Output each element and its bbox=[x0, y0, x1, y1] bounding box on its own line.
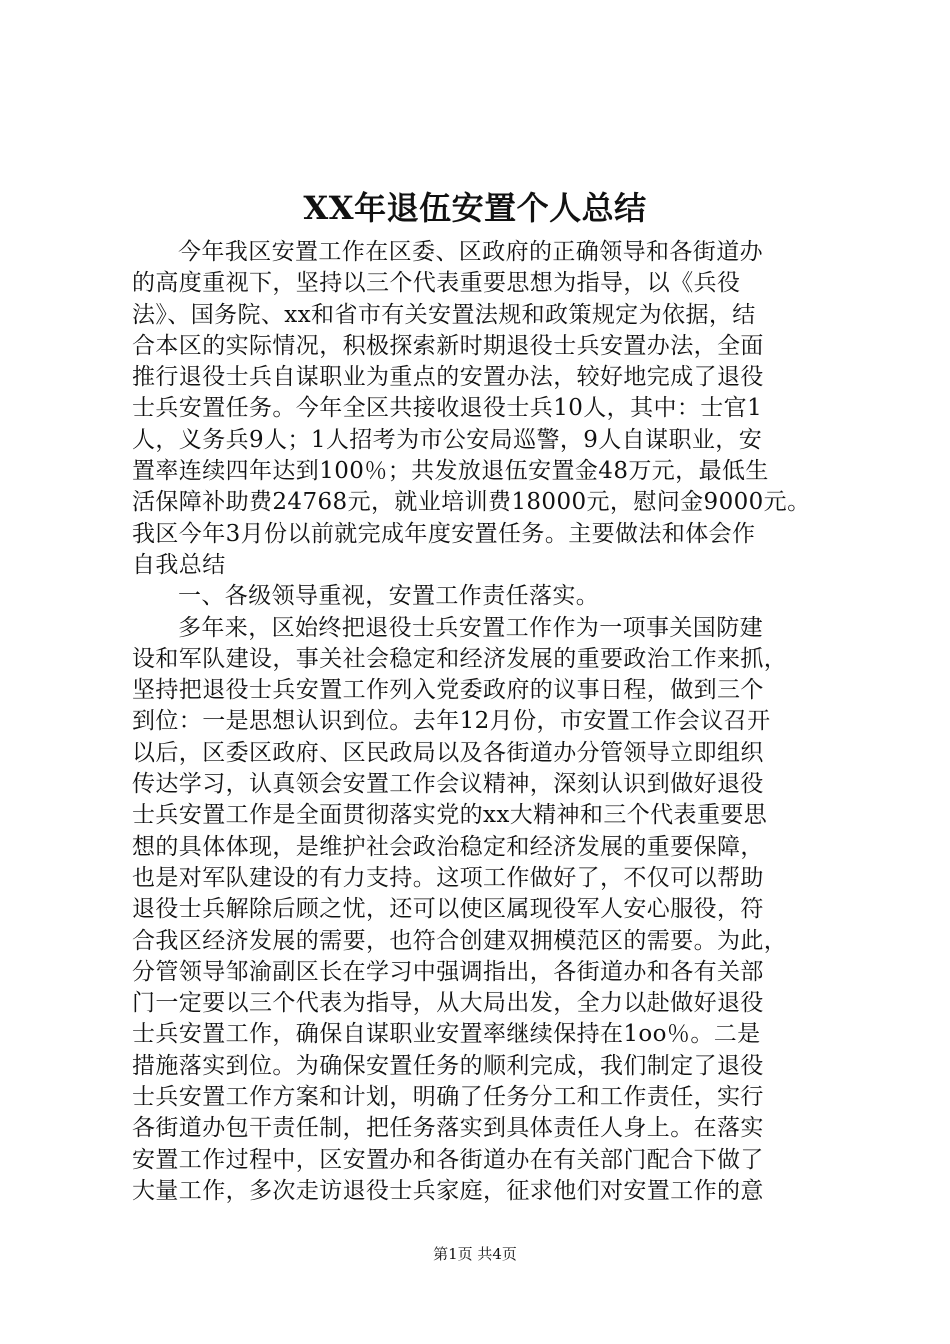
body-line: 我区今年3月份以前就完成年度安置任务。主要做法和体会作 bbox=[132, 520, 756, 547]
body-line: 今年我区安置工作在区委、区政府的正确领导和各街道办 bbox=[178, 239, 763, 265]
section-heading: 一、各级领导重视，安置工作责任落实。 bbox=[178, 583, 600, 610]
body-line: 安置工作过程中，区安置办和各街道办在有关部门配合下做了 bbox=[132, 1146, 764, 1173]
body-line: 合我区经济发展的需要，也符合创建双拥模范区的需要。为此， bbox=[132, 927, 788, 954]
body-line: 合本区的实际情况，积极探索新时期退役士兵安置办法，全面 bbox=[132, 332, 764, 359]
body-line: 的高度重视下，坚持以三个代表重要思想为指导，以《兵役 bbox=[132, 270, 741, 297]
body-line: 设和军队建设，事关社会稳定和经济发展的重要政治工作来抓， bbox=[132, 645, 788, 672]
document-title: XX年退伍安置个人总结 bbox=[303, 189, 647, 227]
body-line: 人，义务兵9人；1人招考为市公安局巡警，9人自谋职业，安 bbox=[132, 426, 763, 453]
body-line: 门一定要以三个代表为指导，从大局出发，全力以赴做好退役 bbox=[132, 990, 764, 1017]
body-line: 也是对军队建设的有力支持。这项工作做好了，不仅可以帮助 bbox=[132, 864, 764, 891]
body-line: 传达学习，认真领会安置工作会议精神，深刻认识到做好退役 bbox=[132, 771, 764, 798]
body-line: 推行退役士兵自谋职业为重点的安置办法，较好地完成了退役 bbox=[132, 364, 764, 391]
body-line: 士兵安置工作方案和计划，明确了任务分工和工作责任，实行 bbox=[132, 1084, 764, 1111]
body-line: 坚持把退役士兵安置工作列入党委政府的议事日程，做到三个 bbox=[132, 677, 764, 704]
body-line: 活保障补助费24768元，就业培训费18000元，慰问金9000元。 bbox=[132, 489, 811, 516]
body-line: 到位：一是思想认识到位。去年12月份，市安置工作会议召开 bbox=[132, 708, 771, 735]
body-line: 措施落实到位。为确保安置任务的顺利完成，我们制定了退役 bbox=[132, 1052, 764, 1079]
body-line: 退役士兵解除后顾之忧，还可以使区属现役军人安心服役，符 bbox=[132, 896, 764, 923]
body-line: 自我总结 bbox=[132, 551, 226, 578]
document-body bbox=[132, 237, 832, 1207]
page-footer: 第1页 共4页 bbox=[433, 1245, 517, 1263]
body-line: 士兵安置工作是全面贯彻落实党的xx大精神和三个代表重要思 bbox=[132, 802, 768, 829]
body-line: 想的具体体现，是维护社会政治稳定和经济发展的重要保障， bbox=[132, 833, 764, 860]
body-line: 分管领导邹渝副区长在学习中强调指出，各街道办和各有关部 bbox=[132, 958, 764, 985]
body-line: 以后，区委区政府、区民政局以及各街道办分管领导立即组织 bbox=[132, 739, 764, 766]
body-line: 士兵安置任务。今年全区共接收退役士兵10人，其中：士官1 bbox=[132, 395, 763, 422]
body-line: 士兵安置工作，确保自谋职业安置率继续保持在1oo％。二是 bbox=[132, 1021, 761, 1048]
body-line: 各街道办包干责任制，把任务落实到具体责任人身上。在落实 bbox=[132, 1115, 764, 1142]
body-line: 多年来，区始终把退役士兵安置工作作为一项事关国防建 bbox=[178, 614, 763, 641]
body-line: 大量工作，多次走访退役士兵家庭，征求他们对安置工作的意 bbox=[132, 1177, 764, 1204]
body-line: 置率连续四年达到100％；共发放退伍安置金48万元，最低生 bbox=[132, 458, 769, 485]
body-line: 法》、国务院、xx和省市有关安置法规和政策规定为依据，结 bbox=[132, 301, 756, 328]
